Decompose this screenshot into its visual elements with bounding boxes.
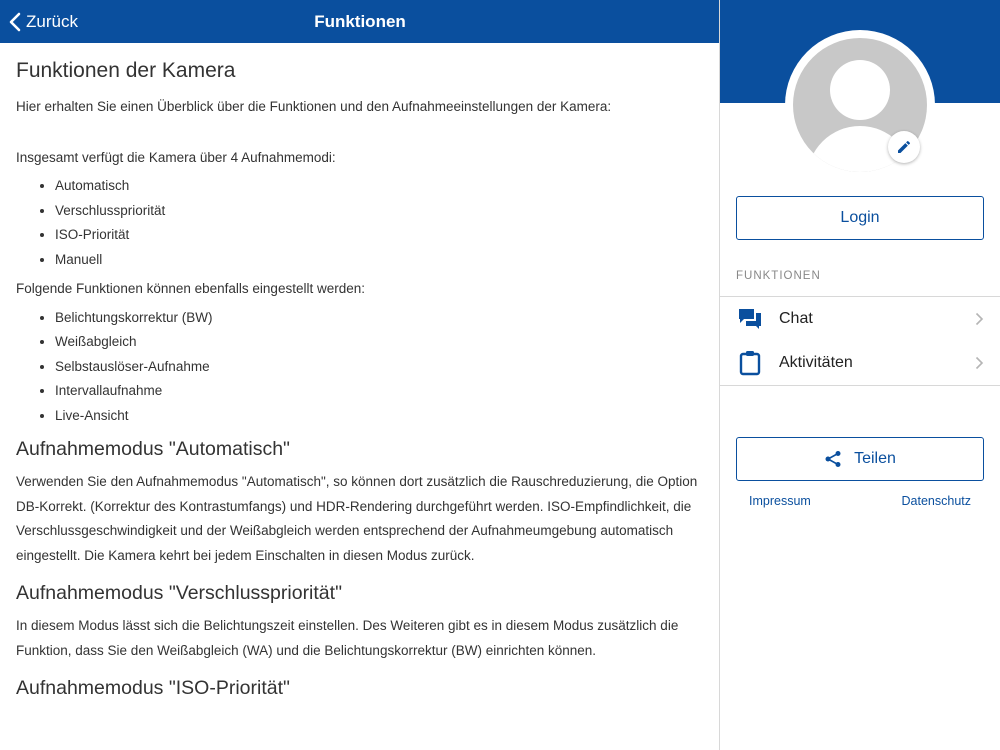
menu-item-label: Chat bbox=[779, 310, 813, 327]
menu-item-chat[interactable] bbox=[720, 297, 1000, 341]
list-item: • Live-Ansicht bbox=[55, 404, 706, 429]
list-item: • Selbstauslöser-Aufnahme bbox=[55, 355, 706, 380]
menu-item-label: Aktivitäten bbox=[779, 354, 853, 371]
features-list bbox=[16, 306, 706, 429]
chevron-right-icon bbox=[975, 312, 984, 326]
section-automatic bbox=[16, 436, 706, 568]
article bbox=[16, 58, 706, 713]
chevron-right-icon bbox=[975, 356, 984, 370]
list-item: • Verschlusspriorität bbox=[55, 199, 706, 224]
section-text: In diesem Modus lässt sich die Belichtungszeit einstellen. Des Weiteren gibt es in diesem Modus zusätzlich die Funktion, dass Sie den Weißabgleich (WA) und die Belichtungskorrektur (BW) einrichten können. bbox=[16, 618, 679, 658]
section-heading: Aufnahmemodus "Verschlusspriorität" bbox=[16, 582, 342, 604]
list-item: • Intervallaufnahme bbox=[55, 379, 706, 404]
section-shutter-priority bbox=[16, 580, 706, 663]
intro-text: Hier erhalten Sie einen Überblick über die Funktionen und den Aufnahmeeinstellungen der Kamera: bbox=[16, 99, 612, 114]
share-label: Teilen bbox=[854, 450, 896, 467]
list-item: • Manuell bbox=[55, 248, 706, 273]
share-icon bbox=[824, 450, 842, 468]
section-heading: Aufnahmemodus "Automatisch" bbox=[16, 438, 290, 460]
chat-icon bbox=[737, 306, 763, 332]
section-iso-priority bbox=[16, 675, 706, 701]
clipboard-icon bbox=[737, 350, 763, 376]
chevron-left-icon bbox=[8, 12, 22, 32]
back-button[interactable] bbox=[8, 0, 78, 43]
list-item: • ISO-Priorität bbox=[55, 223, 706, 248]
login-button[interactable] bbox=[736, 196, 984, 240]
functions-menu bbox=[720, 296, 1000, 386]
back-label: Zurück bbox=[26, 11, 78, 31]
datenschutz-link[interactable]: Datenschutz bbox=[901, 494, 971, 508]
section-text: Verwenden Sie den Aufnahmemodus "Automatisch", so können dort zusätzlich die Rauschreduzierung, die Option DB-Korrekt. (Korrektur des Kontrastumfangs) und HDR-Rendering durchgeführt werden. ISO-Empfindlichkeit, die Verschlussgeschwindigkeit und der Weißabgleich werden entsprechend der Aufnahmeumgebung automatisch eingestellt. Die Kamera kehrt bei jedem Einschalten in diesen Modus zurück. bbox=[16, 474, 698, 563]
modes-list bbox=[16, 174, 706, 272]
pencil-icon bbox=[896, 139, 912, 155]
modes-intro-text: Insgesamt verfügt die Kamera über 4 Aufnahmemodi: bbox=[16, 149, 336, 165]
top-navbar bbox=[0, 0, 720, 43]
functions-section-label: FUNKTIONEN bbox=[736, 270, 821, 282]
login-label: Login bbox=[840, 209, 880, 226]
avatar-head-shape bbox=[830, 60, 890, 120]
features-intro-text: Folgende Funktionen können ebenfalls eingestellt werden: bbox=[16, 281, 365, 296]
list-item: • Belichtungskorrektur (BW) bbox=[55, 306, 706, 331]
list-item: • Weißabgleich bbox=[55, 330, 706, 355]
sidebar bbox=[720, 0, 1000, 750]
menu-item-aktivitaeten[interactable] bbox=[720, 341, 1000, 385]
edit-avatar-button[interactable] bbox=[888, 131, 920, 163]
article-title: Funktionen der Kamera bbox=[16, 59, 236, 82]
list-item: • Automatisch bbox=[55, 174, 706, 199]
page-title: Funktionen bbox=[314, 12, 406, 31]
section-heading: Aufnahmemodus "ISO-Priorität" bbox=[16, 677, 290, 699]
share-button[interactable] bbox=[736, 437, 984, 481]
impressum-link[interactable]: Impressum bbox=[749, 494, 811, 508]
